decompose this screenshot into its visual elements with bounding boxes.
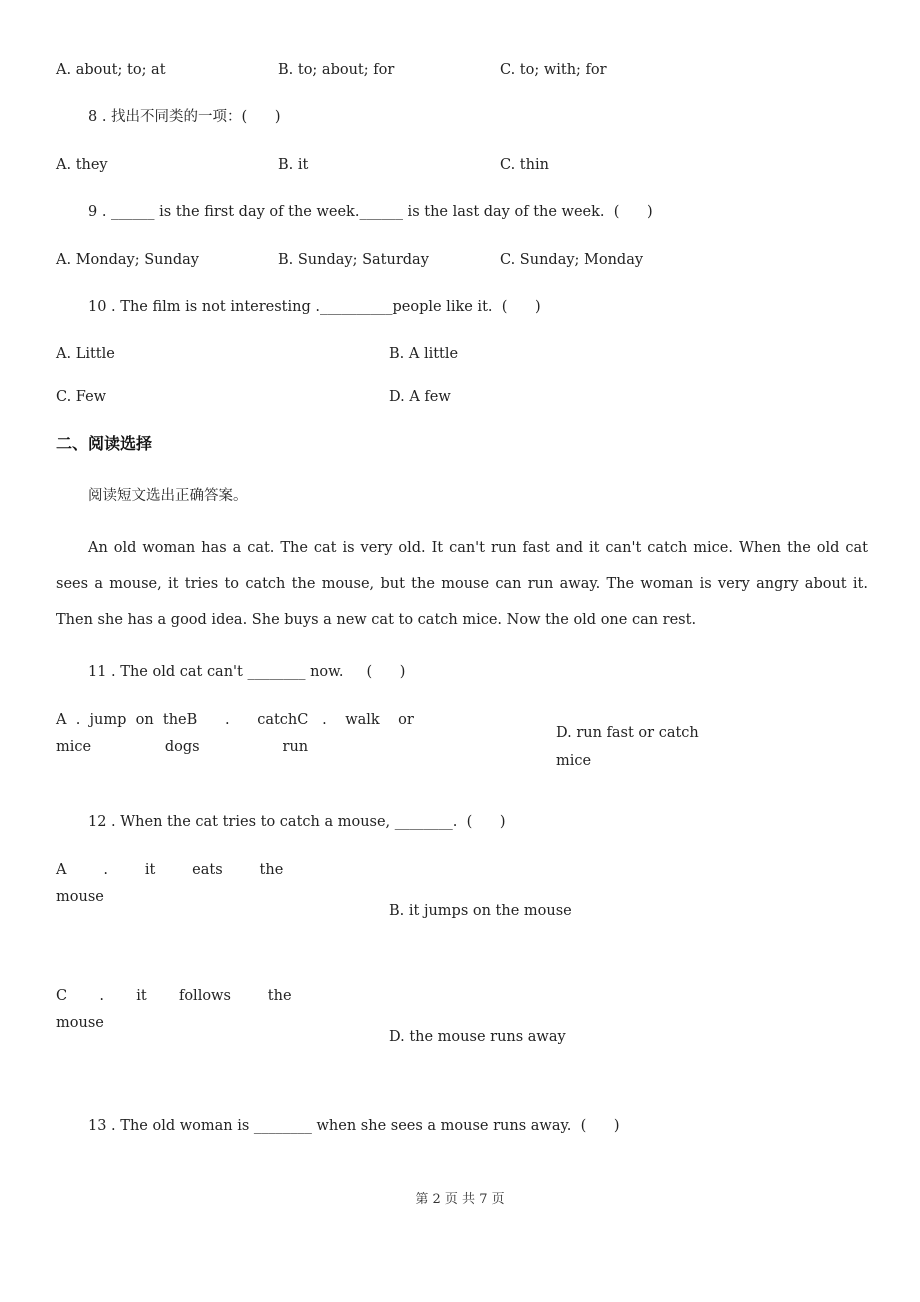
q10-stem: 10 . The film is not interesting .__________people like it. ( ) xyxy=(88,299,541,315)
q10-option-d: D. A few xyxy=(389,389,451,405)
q8-option-c: C. thin xyxy=(500,157,549,173)
q8-stem: 8 . 找出不同类的一项：( ) xyxy=(88,109,281,125)
q10-option-b: B. A little xyxy=(389,346,459,362)
q7-option-b: B. to; about; for xyxy=(278,62,395,78)
q9-option-a: A. Monday; Sunday xyxy=(56,252,199,268)
q9-option-c: C. Sunday; Monday xyxy=(500,252,644,268)
q10-option-c: C. Few xyxy=(56,389,107,405)
q12-option-d: D. the mouse runs away xyxy=(389,1029,566,1045)
q12-stem: 12 . When the cat tries to catch a mouse, ________. ( ) xyxy=(88,814,506,830)
q8-option-b: B. it xyxy=(278,157,309,173)
q9-option-b: B. Sunday; Saturday xyxy=(278,252,429,268)
section-title: 二、阅读选择 xyxy=(56,434,153,453)
reading-passage: An old woman has a cat. The cat is very old. It can't run fast and it can't catch mice. When the old cat sees a mouse, it tries to catch the mouse, but the mouse can run away. The woman is very angry about it. Then she has a good idea. She buys a new cat to catch mice. Now the old one can rest. xyxy=(56,540,868,628)
q13-stem: 13 . The old woman is ________ when she sees a mouse runs away. ( ) xyxy=(88,1118,620,1134)
q12-option-c-line1: C . it follows the xyxy=(56,988,292,1004)
q12-option-a-line2: mouse xyxy=(56,889,104,905)
q12-option-c-line2: mouse xyxy=(56,1015,104,1031)
q12-option-a-line1: A . it eats the xyxy=(56,862,284,878)
q11-options-line1: A . jump on theB . catchC . walk or xyxy=(56,712,414,728)
q12-option-b: B. it jumps on the mouse xyxy=(389,903,572,919)
q11-options-line2: mice dogs run xyxy=(56,739,309,755)
section-instruction: 阅读短文选出正确答案。 xyxy=(88,488,248,504)
q11-option-d-line1: D. run fast or catch xyxy=(556,725,699,741)
q9-stem: 9 . ______ is the first day of the week.______ is the last day of the week. ( ) xyxy=(88,204,653,220)
q11-stem: 11 . The old cat can't ________ now. ( ) xyxy=(88,664,406,680)
q8-option-a: A. they xyxy=(56,157,108,173)
q10-option-a: A. Little xyxy=(56,346,115,362)
q11-option-d-line2: mice xyxy=(556,753,592,769)
page-number: 第 2 页 共 7 页 xyxy=(415,1192,505,1207)
q7-option-c: C. to; with; for xyxy=(500,62,607,78)
q7-option-a: A. about; to; at xyxy=(56,62,166,78)
